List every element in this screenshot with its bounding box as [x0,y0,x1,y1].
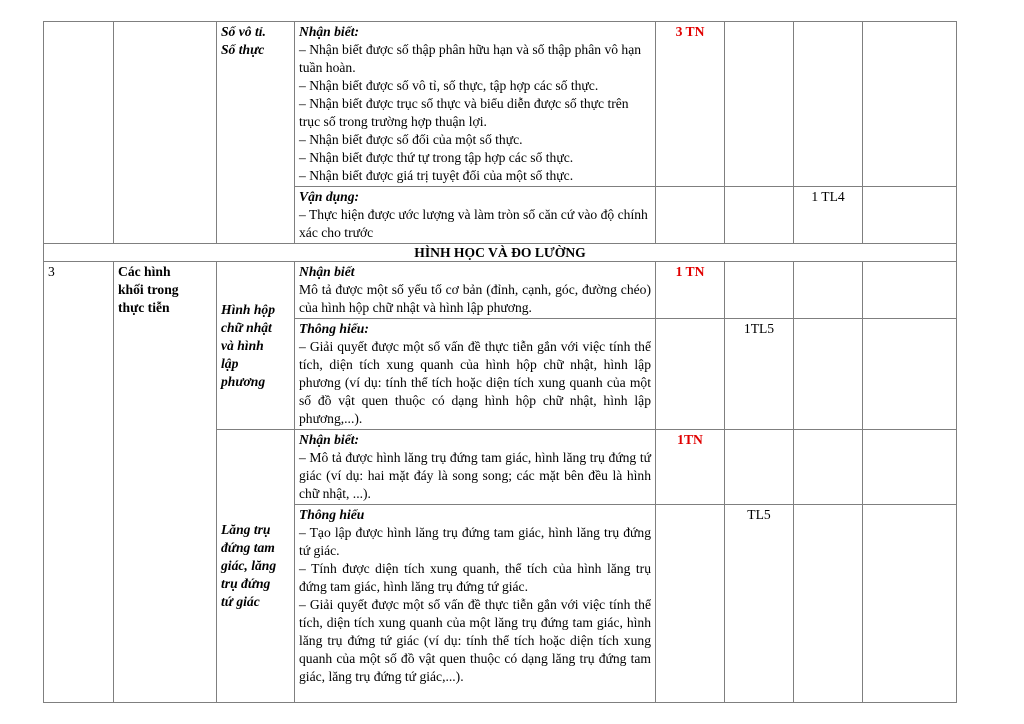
section-header: HÌNH HỌC VÀ ĐO LƯỜNG [44,244,957,262]
requirement-cell: Nhận biết: – Nhận biết được số thập phân hữu hạn và số thập phân vô hạn tuần hoàn. – Nhận biết được số vô tỉ, số thực, tập hợp các số thực. – Nhận biết được trục số thực và biểu diễn được số thực trên trục số trong trường hợp thuận lợi. – Nhận biết được số đối của một số thực. – Nhận biết được thứ tự trong tập hợp các số thực. – Nhận biết được giá trị tuyệt đối của một số thực. [295,22,656,187]
count-nb [656,505,725,703]
chapter-cell: Các hình khối trong thực tiễn [114,262,217,703]
count-vdc [863,430,957,505]
count-nb [656,319,725,430]
requirement-cell: Thông hiểu: – Giải quyết được một số vấn đề thực tiễn gắn với việc tính thể tích, diện tích xung quanh của hình hộp chữ nhật, hình lập phương (ví dụ: tính thể tích hoặc diện tích xung quanh của một số đồ vật quen thuộc có dạng hình hộp chữ nhật, hình lập phương,...). [295,319,656,430]
requirement-cell: Nhận biết: – Mô tả được hình lăng trụ đứng tam giác, hình lăng trụ đứng tứ giác (ví dụ: hai mặt đáy là song song; các mặt bên đều là hình chữ nhật, ...). [295,430,656,505]
count-th [725,22,794,187]
requirement-line: – Thực hiện được ước lượng và làm tròn số căn cứ vào độ chính xác cho trước [299,207,648,240]
count-vd: 1 TL4 [794,187,863,244]
count-vdc [863,187,957,244]
count-th: 1TL5 [725,319,794,430]
matrix-table [43,21,957,703]
count-vdc [863,22,957,187]
count-th: TL5 [725,505,794,703]
requirement-line: – Nhận biết được số đối của một số thực. [299,132,523,147]
table-row [44,22,957,187]
requirement-line: – Tính được diện tích xung quanh, thể tích của hình lăng trụ đứng tam giác, hình lăng trụ đứng tứ giác. [299,561,651,594]
chapter-cell [114,22,217,244]
count-nb: 3 TN [656,22,725,187]
section-header-row [44,244,957,262]
number-cell: 3 [44,262,114,703]
count-vd [794,505,863,703]
count-vdc [863,262,957,319]
count-th [725,430,794,505]
requirement-line: – Nhận biết được số vô tỉ, số thực, tập hợp các số thực. [299,78,599,93]
requirement-line: – Giải quyết được một số vấn đề thực tiễn gắn với việc tính thể tích, diện tích xung quanh của một lăng trụ đứng tam giác, hình lăng trụ đứng tứ giác (ví dụ: tính thể tích hoặc diện tích xung quanh của một số đồ vật quen thuộc có dạng lăng trụ đứng tam giác, lăng trụ đứng tứ giác,...). [299,597,651,684]
requirement-line: – Nhận biết được giá trị tuyệt đối của một số thực. [299,168,574,183]
topic-cell: Số vô tỉ. Số thực [217,22,295,244]
table-row [44,262,957,319]
requirement-cell: Thông hiểu – Tạo lập được hình lăng trụ đứng tam giác, hình lăng trụ đứng tứ giác. – Tính được diện tích xung quanh, thể tích của hình lăng trụ đứng tam giác, hình lăng trụ đứng tứ giác. – Giải quyết được một số vấn đề thực tiễn gắn với việc tính thể tích, diện tích xung quanh của một lăng trụ đứng tam giác, hình lăng trụ đứng tứ giác (ví dụ: tính thể tích hoặc diện tích xung quanh của một số đồ vật quen thuộc có dạng lăng trụ đứng tam giác, lăng trụ đứng tứ giác,...). [295,505,656,703]
count-vdc [863,319,957,430]
count-vd [794,262,863,319]
requirement-line: – Nhận biết được trục số thực và biểu diễn được số thực trên trục số trong trường hợp thuận lợi. [299,96,629,129]
count-nb [656,187,725,244]
count-nb: 1 TN [656,262,725,319]
requirement-line: Mô tả được một số yếu tố cơ bản (đỉnh, cạnh, góc, đường chéo) của hình hộp chữ nhật và hình lập phương. [299,282,651,315]
count-vd [794,430,863,505]
count-th [725,262,794,319]
requirement-line: – Nhận biết được số thập phân hữu hạn và số thập phân vô hạn tuần hoàn. [299,42,642,75]
count-vdc [863,505,957,703]
count-nb: 1TN [656,430,725,505]
requirement-line: – Nhận biết được thứ tự trong tập hợp các số thực. [299,150,574,165]
count-vd [794,319,863,430]
topic-cell: Hình hộp chữ nhật và hình lập phương [217,262,295,430]
topic-cell: Lăng trụ đứng tam giác, lăng trụ đứng tứ giác [217,430,295,703]
requirement-cell: Nhận biết Mô tả được một số yếu tố cơ bản (đỉnh, cạnh, góc, đường chéo) của hình hộp chữ nhật và hình lập phương. [295,262,656,319]
requirement-line: – Mô tả được hình lăng trụ đứng tam giác, hình lăng trụ đứng tứ giác (ví dụ: hai mặt đáy là song song; các mặt bên đều là hình chữ nhật, ...). [299,450,651,501]
count-th [725,187,794,244]
requirement-cell: Vận dụng: – Thực hiện được ước lượng và làm tròn số căn cứ vào độ chính xác cho trước [295,187,656,244]
number-cell [44,22,114,244]
count-vd [794,22,863,187]
requirement-line: – Giải quyết được một số vấn đề thực tiễn gắn với việc tính thể tích, diện tích xung quanh của hình hộp chữ nhật, hình lập phương (ví dụ: tính thể tích hoặc diện tích xung quanh của một số đồ vật quen thuộc có dạng hình hộp chữ nhật, hình lập phương,...). [299,339,651,426]
requirement-line: – Tạo lập được hình lăng trụ đứng tam giác, hình lăng trụ đứng tứ giác. [299,525,651,558]
